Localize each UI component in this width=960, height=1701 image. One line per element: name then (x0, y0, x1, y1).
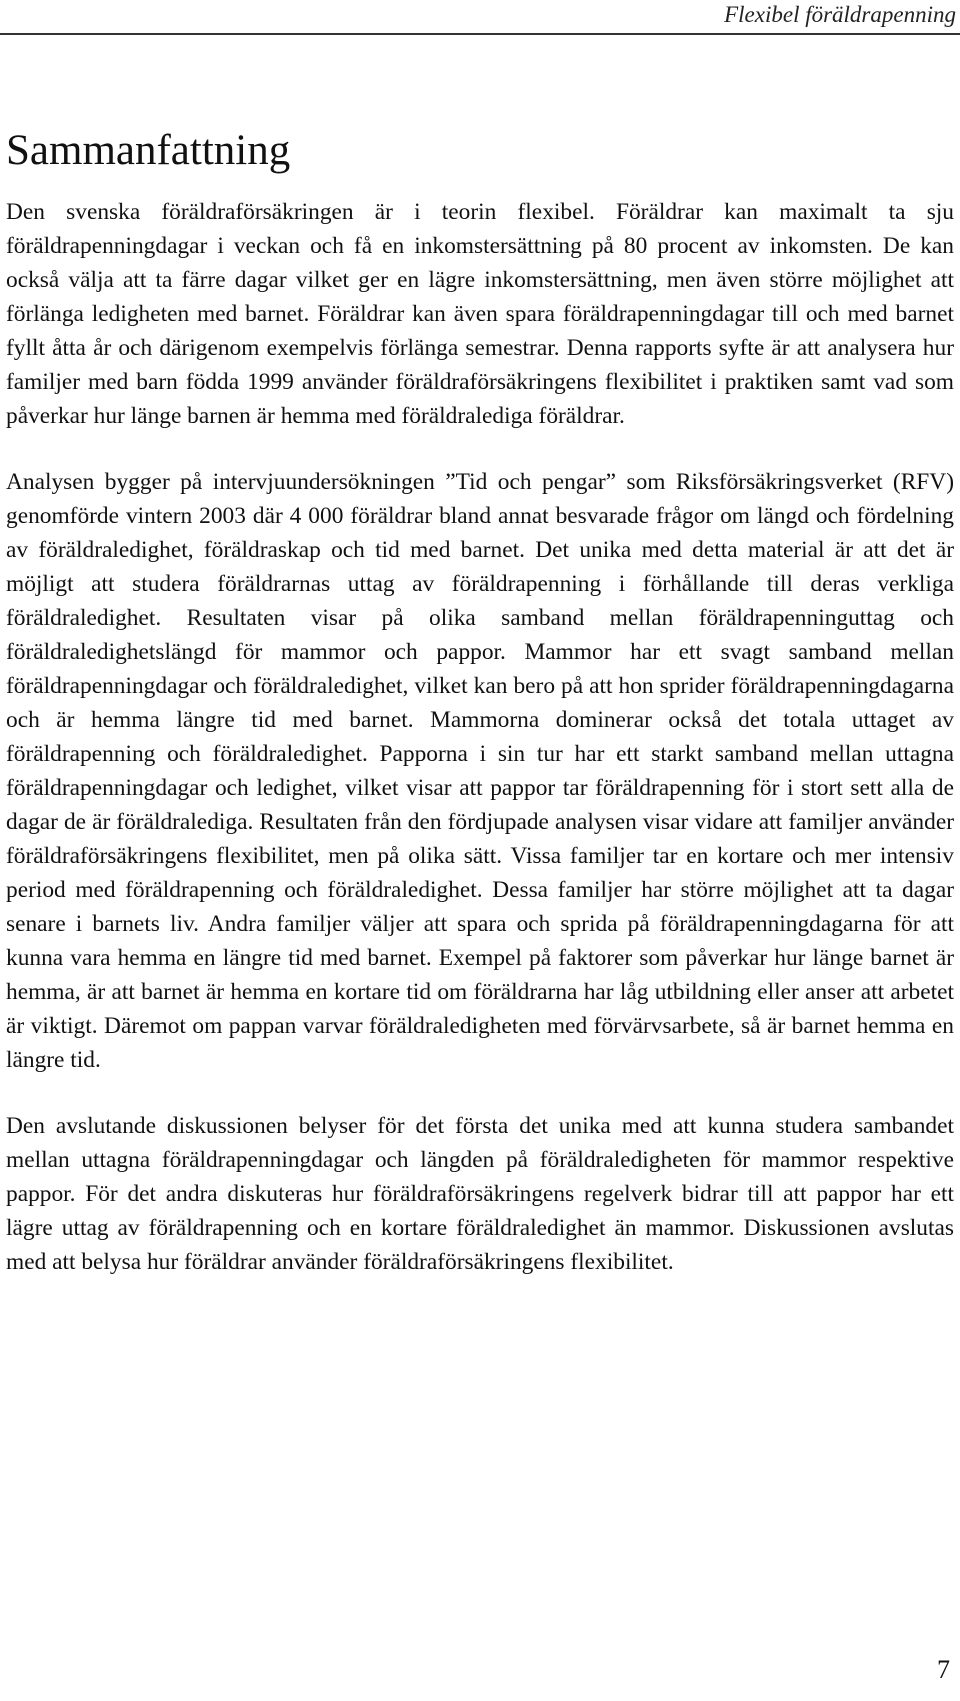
section-title: Sammanfattning (6, 127, 291, 174)
body-text (6, 195, 954, 1311)
running-header: Flexibel föräldrapenning (724, 2, 956, 27)
page-number: 7 (937, 1655, 950, 1684)
paragraph: Den avslutande diskussionen belyser för det första det unika med att kunna studera sambandet mellan uttagna föräldrapenningdagar och längden på föräldraledigheten för mammor respektive pappor. För det andra diskuteras hur föräldraförsäkringens regelverk bidrar till att pappor har ett lägre uttag av föräldrapenning och en kortare föräldraledighet än mammor. Diskussionen avslutas med att belysa hur föräldrar använder föräldraförsäkringens flexibilitet. (6, 1113, 954, 1275)
paragraph: Den svenska föräldraförsäkringen är i teorin flexibel. Föräldrar kan maximalt ta sju föräldrapenningdagar i veckan och få en inkomstersättning på 80 procent av inkomsten. De kan också välja att ta färre dagar vilket ger en lägre inkomstersättning, men även större möjlighet att förlänga ledigheten med barnet. Föräldrar kan även spara föräldrapenningdagar till och med barnet fyllt åtta år och därigenom exempelvis förlänga semestrar. Denna rapports syfte är att analysera hur familjer med barn födda 1999 använder föräldraförsäkringens flexibilitet i praktiken samt vad som påverkar hur länge barnen är hemma med föräldralediga föräldrar. (6, 199, 954, 429)
paragraph: Analysen bygger på intervjuundersökningen ”Tid och pengar” som Riksförsäkringsverket (RFV) genomförde vintern 2003 där 4 000 föräldrar bland annat besvarade frågor om längd och fördelning av föräldraledighet, föräldraskap och tid med barnet. Det unika med detta material är att det är möjligt att studera föräldrarnas uttag av föräldrapenning i förhållande till deras verkliga föräldraledighet. Resultaten visar på olika samband mellan föräldrapenninguttag och föräldraledighetslängd för mammor och pappor. Mammor har ett svagt samband mellan föräldrapenningdagar och föräldraledighet, vilket kan bero på att hon sprider föräldrapenningdagarna och är hemma längre tid med barnet. Mammorna dominerar också det totala uttaget av föräldrapenning och föräldraledighet. Papporna i sin tur har ett starkt samband mellan uttagna föräldrapenningdagar och ledighet, vilket visar att pappor tar föräldrapenning för i stort sett alla de dagar de är föräldralediga. Resultaten från den fördjupade analysen visar vidare att familjer använder föräldraförsäkringens flexibilitet, men på olika sätt. Vissa familjer tar en kortare och mer intensiv period med föräldrapenning och föräldraledighet. Dessa familjer har större möjlighet att ta dagar senare i barnets liv. Andra familjer väljer att spara och sprida på föräldrapenningdagarna för att kunna vara hemma en längre tid med barnet. Exempel på faktorer som påverkar hur länge barnet är hemma, är att barnet är hemma en kortare tid om föräldrarna har låg utbildning eller anser att arbetet är viktigt. Däremot om pappan varvar föräldraledigheten med förvärvsarbete, så är barnet hemma en längre tid. (6, 469, 954, 1073)
header-divider (0, 33, 960, 35)
